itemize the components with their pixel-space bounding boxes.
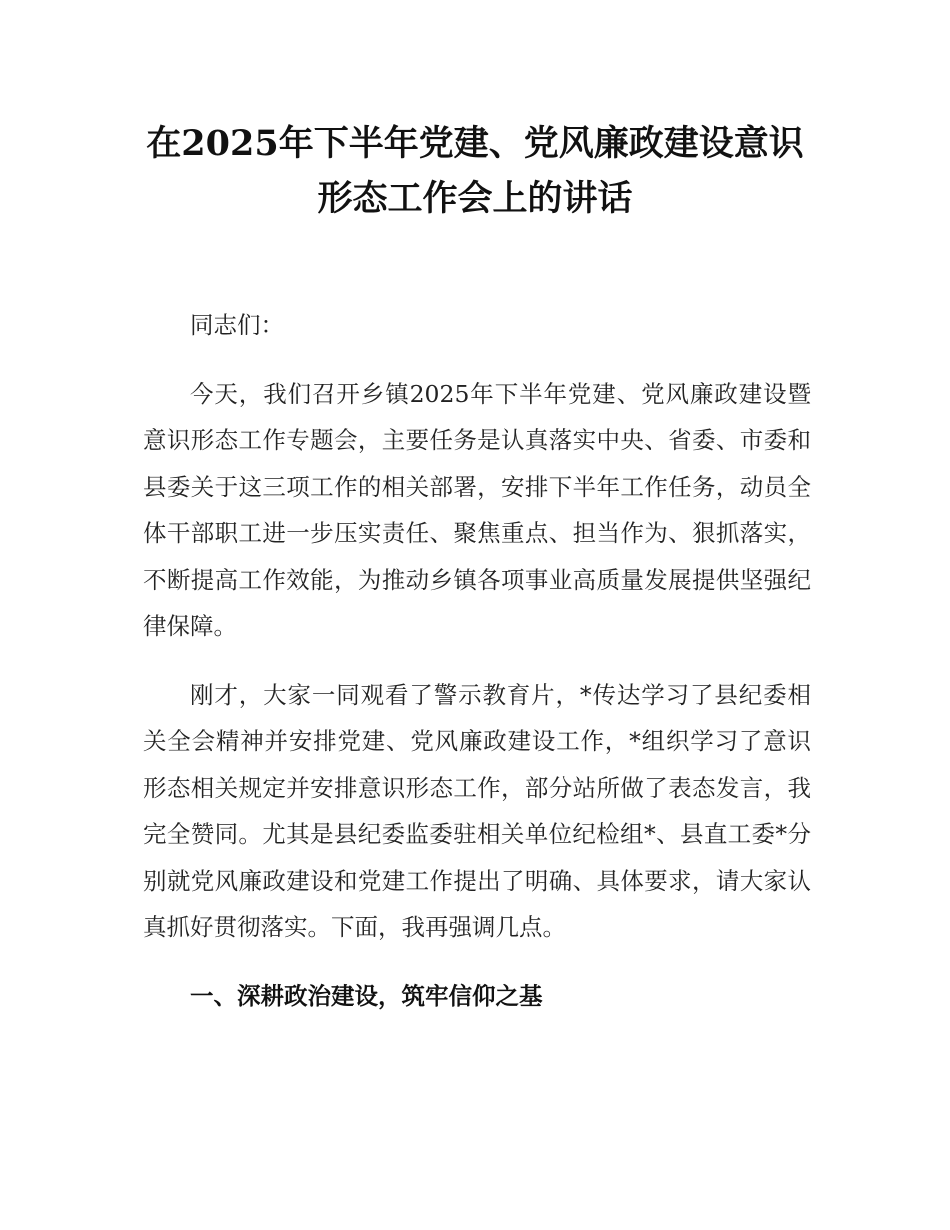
document-body [143,302,811,1019]
paragraph-review: 刚才，大家一同观看了警示教育片，*传达学习了县纪委相关全会精神并安排党建、党风廉政建设工作，*组织学习了意识形态相关规定并安排意识形态工作，部分站所做了表态发言，我完全赞同。尤其是县纪委监委驻相关单位纪检组*、县直工委*分别就党风廉政建设和党建工作提出了明确、具体要求，请大家认真抓好贯彻落实。下面，我再强调几点。 [143,680,811,941]
salutation: 同志们： [190,311,284,339]
document-title: 在2025年下半年党建、党风廉政建设意识形态工作会上的讲话 [146,123,804,219]
paragraph-opening: 今天，我们召开乡镇2025年下半年党建、党风廉政建设暨意识形态工作专题会，主要任务是认真落实中央、省委、市委和县委关于这三项工作的相关部署，安排下半年工作任务，动员全体干部职工进一步压实责任、聚焦重点、担当作为、狠抓落实，不断提高工作效能，为推动乡镇各项事业高质量发展提供坚强纪律保障。 [143,379,811,640]
section-heading: 一、深耕政治建设，筑牢信仰之基 [190,981,543,1010]
